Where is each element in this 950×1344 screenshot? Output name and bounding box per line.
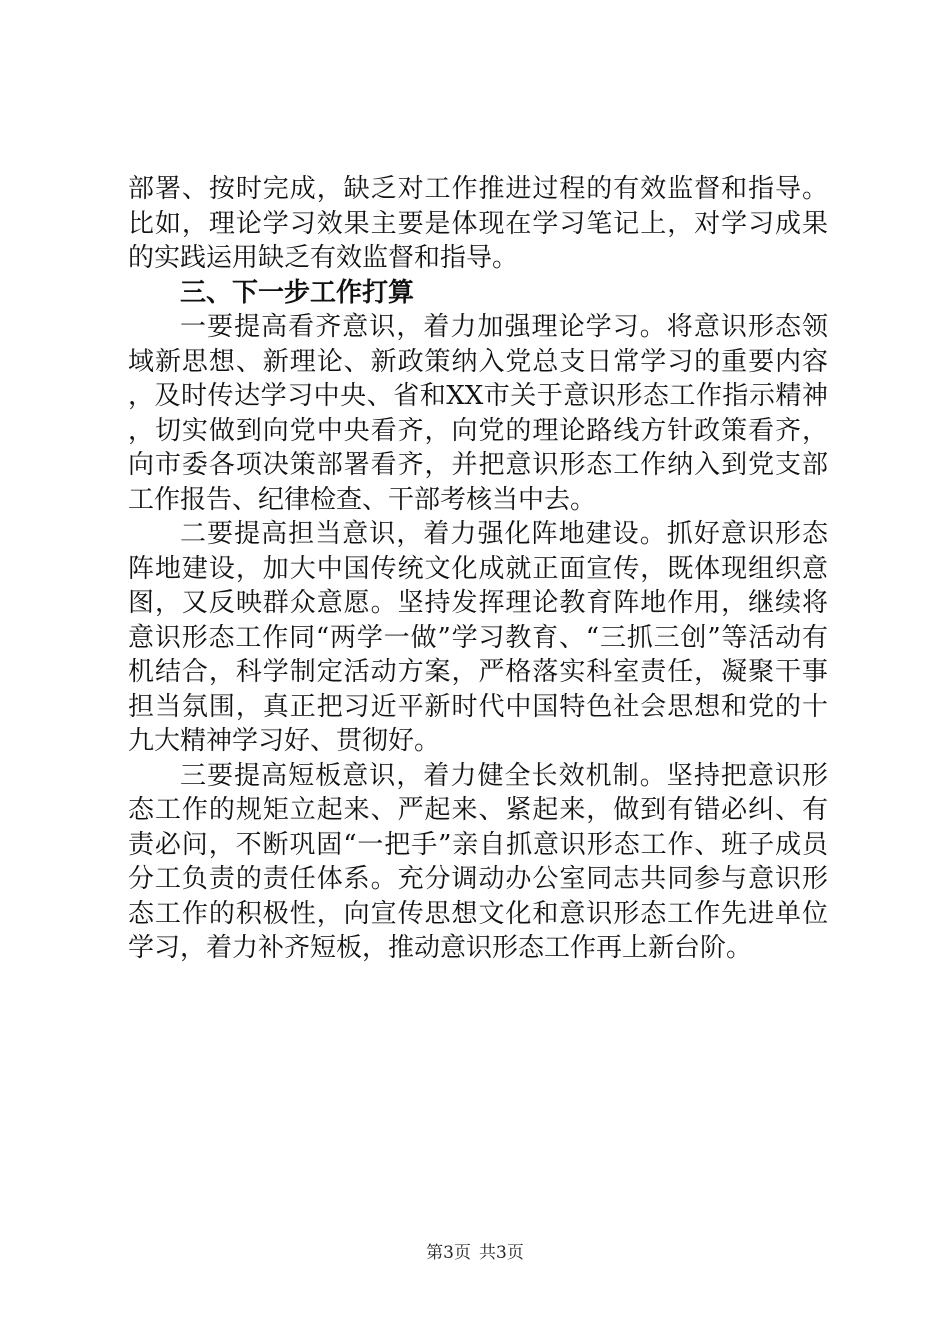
paragraph-third-item: 三要提高短板意识，着力健全长效机制。坚持把意识形态工作的规矩立起来、严起来、紧起来，做到有错必纠、有责必问，不断巩固“一把手”亲自抓意识形态工作、班子成员分工负责的责任体系。充分调动办公室同志共同参与意识形态工作的积极性，向宣传思想文化和意识形态工作先进单位学习，着力补齐短板，推动意识形态工作再上新台阶。: [128, 760, 828, 963]
page-number: 第3页: [426, 1243, 471, 1263]
paragraph-continuation: 部署、按时完成，缺乏对工作推进过程的有效监督和指导。比如，理论学习效果主要是体现在学习笔记上，对学习成果的实践运用缺乏有效监督和指导。: [128, 174, 828, 273]
paragraph-second-item: 二要提高担当意识，着力强化阵地建设。抓好意识形态阵地建设，加大中国传统文化成就正面宣传，既体现组织意图，又反映群众意愿。坚持发挥理论教育阵地作用，继续将意识形态工作同“两学一做”学习教育、“三抓三创”等活动有机结合，科学制定活动方案，严格落实科室责任，凝聚干事担当氛围，真正把习近平新时代中国特色社会思想和党的十九大精神学习好、贯彻好。: [128, 519, 828, 756]
paragraph-first-item: 一要提高看齐意识，着力加强理论学习。将意识形态领域新思想、新理论、新政策纳入党总支日常学习的重要内容，及时传达学习中央、省和XX市关于意识形态工作指示精神，切实做到向党中央看齐，向党的理论路线方针政策看齐，向市委各项决策部署看齐，并把意识形态工作纳入到党支部工作报告、纪律检查、干部考核当中去。: [128, 312, 828, 515]
page-footer: [0, 1242, 950, 1264]
section-heading: 三、下一步工作打算: [180, 277, 415, 308]
document-body: [128, 172, 828, 966]
page-total: 共3页: [479, 1243, 524, 1263]
